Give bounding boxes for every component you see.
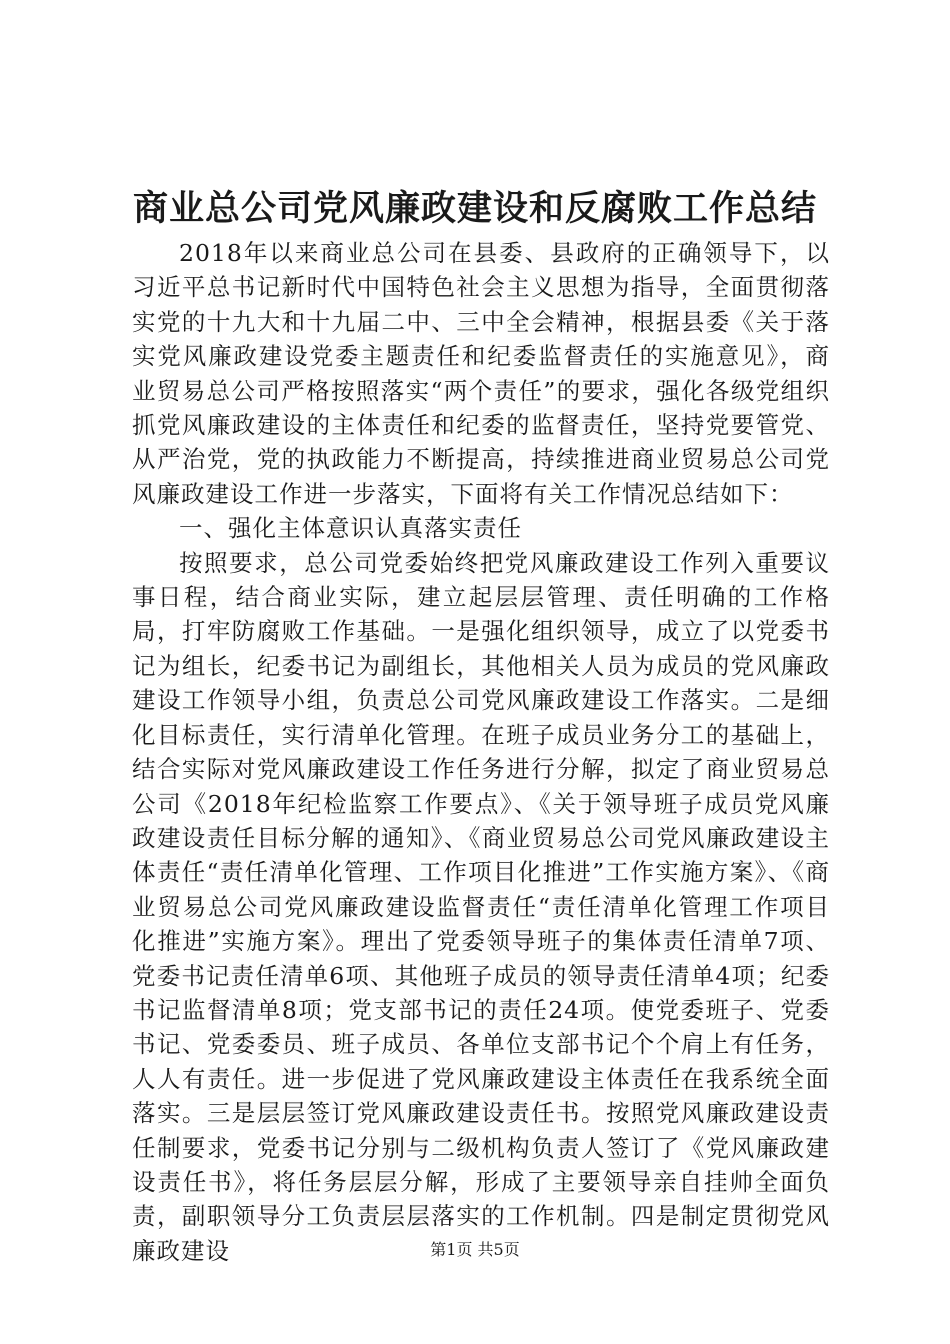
intro-paragraph: 2018年以来商业总公司在县委、县政府的正确领导下，以习近平总书记新时代中国特色社会主义思想为指导，全面贯彻落实党的十九大和十九届二中、三中全会精神，根据县委《关于落实党风廉政建设党委主题责任和纪委监督责任的实施意见》，商业贸易总公司严格按照落实“两个责任”的要求，强化各级党组织抓党风廉政建设的主体责任和纪委的监督责任，坚持党要管党、从严治党，党的执政能力不断提高，持续推进商业贸易总公司党风廉政建设工作进一步落实，下面将有关工作情况总结如下：: [132, 239, 830, 508]
page-number-footer: 第1页 共5页: [430, 1240, 520, 1259]
body-paragraph: 按照要求，总公司党委始终把党风廉政建设工作列入重要议事日程，结合商业实际，建立起层层管理、责任明确的工作格局，打牢防腐败工作基础。一是强化组织领导，成立了以党委书记为组长，纪委书记为副组长，其他相关人员为成员的党风廉政建设工作领导小组，负责总公司党风廉政建设工作落实。二是细化目标责任，实行清单化管理。在班子成员业务分工的基础上，结合实际对党风廉政建设工作任务进行分解，拟定了商业贸易总公司《2018年纪检监察工作要点》、《关于领导班子成员党风廉政建设责任目标分解的通知》、《商业贸易总公司党风廉政建设主体责任“责任清单化管理、工作项目化推进”工作实施方案》、《商业贸易总公司党风廉政建设监督责任“责任清单化管理工作项目化推进”实施方案》。理出了党委领导班子的集体责任清单7项、党委书记责任清单6项、其他班子成员的领导责任清单4项；纪委书记监督清单8项；党支部书记的责任24项。使党委班子、党委书记、党委委员、班子成员、各单位支部书记个个肩上有任务，人人有责任。进一步促进了党风廉政建设主体责任在我系统全面落实。三是层层签订党风廉政建设责任书。按照党风廉政建设责任制要求，党委书记分别与二级机构负责人签订了《党风廉政建设责任书》，将任务层层分解，形成了主要领导亲自挂帅全面负责，副职领导分工负责层层落实的工作机制。四是制定贯彻党风廉政建设: [132, 548, 830, 1265]
section-heading: 一、强化主体意识认真落实责任: [179, 514, 522, 543]
document-body: [132, 236, 830, 1268]
document-title: 商业总公司党风廉政建设和反腐败工作总结: [132, 188, 817, 229]
